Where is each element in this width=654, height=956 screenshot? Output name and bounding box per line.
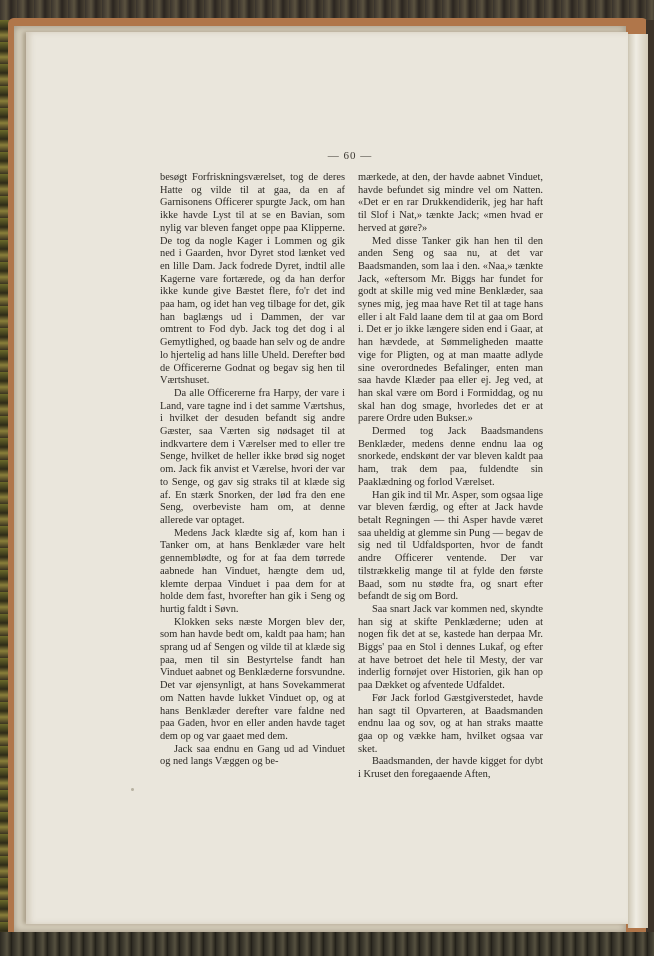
paragraph: Dermed tog Jack Baadsmandens Benklæder, medens denne endnu laa og snorkede, endskønt der var bleven kaldt paa ham, trak dem paa, fuldendte sin Paaklædning og forlod Værelset.: [358, 426, 543, 488]
paragraph: Før Jack forlod Gæstgiverstedet, havde han sagt til Opvarteren, at Baadsmanden endnu laa og sov, og at han straks maatte gaa op og vække ham, hvilket ogsaa var sket.: [358, 692, 543, 755]
paragraph: Saa snart Jack var kommen ned, skyndte han sig at skifte Penklæderne; uden at nogen fik det at se, kastede han derpaa Mr. Biggs' paa en Stol i dennes Lukaf, og efter at have betroet det hele til Mesty, der var inderlig fornøjet over Historien, gik han op paa Dækket og afventede Udfaldet.: [358, 603, 543, 692]
paragraph: Da alle Officererne fra Harpy, der vare i Land, vare tagne ind i det samme Værtshus, i hvilket der desuden befandt sig andre Gæster, saa Værten sig nødsaget til at indkvartere dem i Værelser med to eller tre Senge, hvilket de heller ikke brød sig noget om. Jack fik anvist et Værelse, hvori der var to Senge, og gav sig straks til at klæde sig af. En stærk Snorken, der lød fra den ene Seng, overbeviste ham om, at denne allerede var optaget.: [160, 387, 345, 526]
paragraph: besøgt Forfriskningsværelset, tog de deres Hatte og vilde til at gaa, da en af Garnisonens Officerer spurgte Jack, om han ikke havde Lyst til at se en Bavian, som nylig var bleven fanget oppe paa Klipperne. De tog da nogle Kager i Lommen og gik ned i Gaarden, hvor Dyret stod lænket ved en lille Dam. Jack fodrede Dyret, indtil alle Kagerne vare fortærede, og da han derfor ikke kunde give Bæstet flere, fo'r det ind paa ham, og idet han veg tilbage for det, gik han baglængs ud i Dammen, der var omtrent to Fod dyb. Jack tog det dog i al Gemytlighed, og baade han selv og de andre lo hjertelig ad hans lille Uheld. Derefter bød de Officererne Godnat og begav sig hen til Værtshuset.: [160, 172, 345, 387]
text-column-left: [160, 172, 345, 769]
paragraph: Med disse Tanker gik han hen til den anden Seng og saa nu, at det var Baadsmanden, som laa i den. «Naa,» tænkte Jack, «eftersom Mr. Biggs har fundet for godt at skille mig ved mine Benklæder, saa synes mig, jeg maa have Ret til at tage hans eller i alt Fald laane dem til at gaa om Bord i. Det er jo ikke længere siden end i Gaar, at han hævdede, at Sømmeligheden maatte vige for Pligten, og at man maatte adlyde sine overordnedes Befalinger, enten man saa havde Klæder paa eller ej. Jeg ved, at han skal være om Bord i Formiddag, og nu skal han dog smage, hvorledes det er at parere Ordre uden Bukser.»: [358, 235, 543, 425]
paragraph: Han gik ind til Mr. Asper, som ogsaa lige var bleven færdig, og efter at Jack havde betalt Regningen — thi Asper havde været saa uheldig at glemme sin Pung — begav de sig ned til Udfaldsporten, hvor de fandt andre Officerer ventende. Der var tilstrækkelig mange til at fylde den første Baad, som nu stødte fra, og snart efter befandt de sig om Bord.: [358, 489, 544, 603]
paragraph: Klokken seks næste Morgen blev der, som han havde bedt om, kaldt paa ham; han sprang ud af Sengen og vilde til at klæde sig paa, men til sin Bestyrtelse fandt han Vinduet aabnet og Benklæderne forsvundne. Det var øjensynligt, at hans Sovekammerat om Natten havde lukket Vinduet op, og at hans Benklæder derefter vare faldne ned paa Gaden, hvor en eller anden havde taget dem op og var gaaet med dem.: [160, 616, 345, 742]
paragraph: Jack saa endnu en Gang ud ad Vinduet og ned langs Væggen og be-: [160, 743, 345, 768]
page-number: — 60 —: [327, 150, 373, 162]
paragraph: Medens Jack klædte sig af, kom han i Tanker om, at hans Benklæder vare helt gennemblødte, og for at faa dem tørrede aabnede han Vinduet, hængte dem ud, klemte derpaa Vinduet i paa dem for at holde dem fast, hvorefter han gik i Seng og hurtig faldt i Søvn.: [160, 527, 345, 615]
facing-page-edge: [628, 34, 648, 928]
paper-speck: [131, 788, 134, 791]
book-cover-bottom: [0, 932, 654, 956]
paragraph: Baadsmanden, der havde kigget for dybt i Kruset den foregaaende Aften,: [358, 756, 543, 781]
text-column-right: [358, 172, 543, 782]
paragraph: mærkede, at den, der havde aabnet Vinduet, havde befundet sig mindre vel om Natten. «Det er en rar Drukkendiderik, jeg har haft til Slof i Nat,» tænkte Jack; «men hvad er herved at gøre?»: [358, 172, 543, 234]
